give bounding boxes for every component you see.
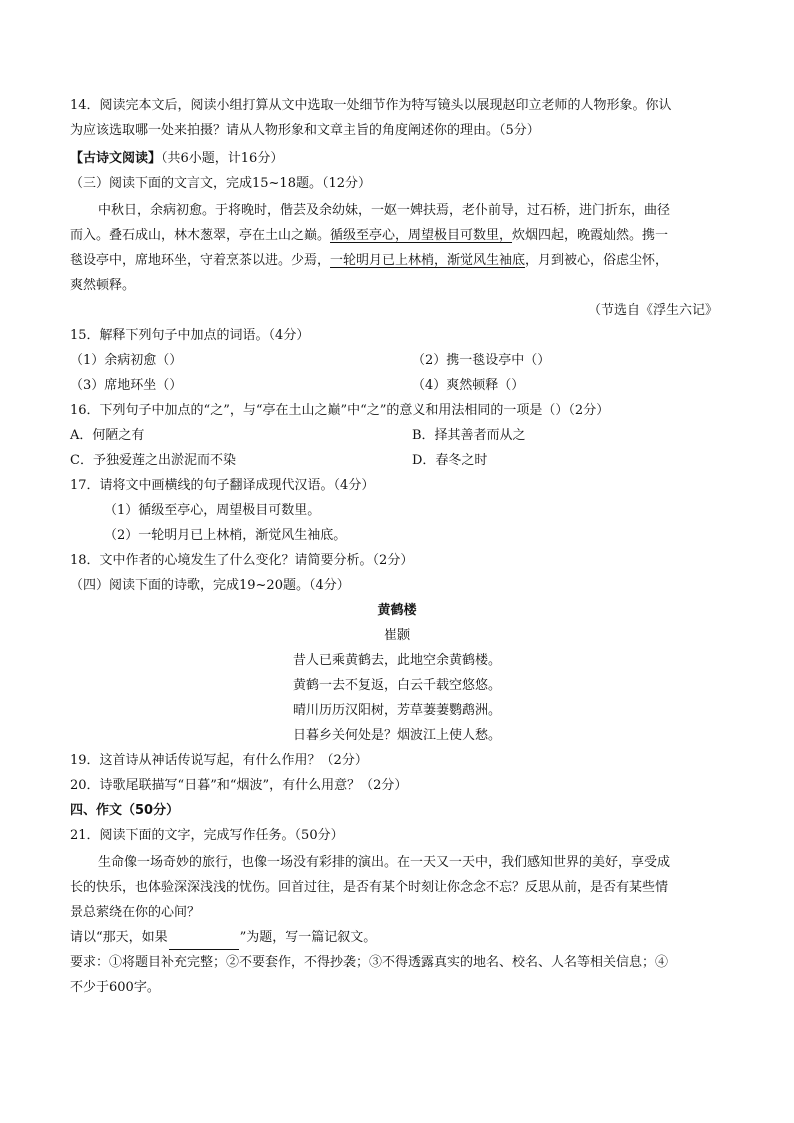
poem-author: 崔颢 <box>383 628 410 643</box>
q15-item3: （3）席地环坐（） <box>70 378 183 393</box>
section-gushiwen-note: （共6小题，计16分） <box>161 151 284 166</box>
q21-requirements-line1: 要求：①将题目补充完整；②不要套作，不得抄袭；③不得透露真实的地名、校名、人名等相关信息；④ <box>70 955 669 970</box>
q14-line1: 14．阅读完本文后，阅读小组打算从文中选取一处细节作为特写镜头以展现赵印立老师的人物形象。你认 <box>70 98 672 113</box>
poem-line1: 昔人已乘黄鹤去，此地空余黄鹤楼。 <box>292 653 501 668</box>
q16-option-a: A．何陋之有 <box>70 428 145 443</box>
q16-option-d: D．春冬之时 <box>412 453 488 468</box>
passage-line3 <box>70 248 720 273</box>
poem-line3: 晴川历历汉阳树，芳草萋萋鹦鹉洲。 <box>292 703 501 718</box>
section-zuowen-title: 四、作文（50分） <box>70 803 180 818</box>
q21-requirements-line2: 不少于600字。 <box>70 980 160 995</box>
q15-item2: （2）携一毯设亭中（） <box>412 353 551 368</box>
q21-prompt-a: 请以“那天，如果 <box>70 930 168 945</box>
passage-line1: 中秋日，余病初愈。于将晚时，偕芸及余幼妹，一妪一婢扶焉，老仆前导，过石桥，进门折东，曲径 <box>98 203 671 218</box>
q21-prompt <box>70 925 720 950</box>
q16-option-c: C．予独爱莲之出淤泥而不染 <box>70 453 236 468</box>
q15-item1: （1）余病初愈（） <box>70 353 183 368</box>
passage-underlined-sentence1: 循级至亭心，周望极目可数里， <box>330 228 513 243</box>
q21-paragraph-line2: 长的快乐，也体验深深浅浅的忧伤。回首过往，是否有某个时刻让你念念不忘？反思从前，是否有某些情 <box>70 880 669 895</box>
poem-line4: 日暮乡关何处是？烟波江上使人愁。 <box>292 728 501 743</box>
title-blank[interactable] <box>169 935 239 950</box>
q17-sentence1: （1）循级至亭心，周望极目可数里。 <box>104 503 321 518</box>
q20-title: 20．诗歌尾联描写“日暮”和“烟波”，有什么用意？（2分） <box>70 778 408 793</box>
q18-title: 18．文中作者的心境发生了什么变化？请简要分析。（2分） <box>70 553 414 568</box>
poem-line2: 黄鹤一去不复返，白云千载空悠悠。 <box>292 678 501 693</box>
q15-item4: （4）爽然顿释（） <box>412 378 525 393</box>
passage-underlined-sentence2: 一轮明月已上林梢，渐觉风生袖底 <box>330 253 526 268</box>
q16-option-b: B．择其善者而从之 <box>412 428 526 443</box>
passage-line2-b: 炊烟四起，晚霞灿然。携一 <box>512 228 669 243</box>
q19-title: 19．这首诗从神话传说写起，有什么作用？（2分） <box>70 753 368 768</box>
q16-title: 16．下列句子中加点的“之”，与“亭在土山之巅”中“之”的意义和用法相同的一项是（）（2分） <box>70 403 610 418</box>
q21-title: 21．阅读下面的文字，完成写作任务。（50分） <box>70 828 344 843</box>
section-gushiwen-header <box>70 146 720 171</box>
passage-line3-a: 毯设亭中，席地环坐，守着烹茶以进。少焉， <box>70 253 331 268</box>
passage-source: （节选自《浮生六记》 <box>587 303 718 318</box>
q21-paragraph-line3: 景总萦绕在你的心间？ <box>70 905 201 920</box>
passage-line2-a: 而入。叠石成山，林木葱翠，亭在土山之巅。 <box>70 228 331 243</box>
passage-line4: 爽然顿释。 <box>70 278 136 293</box>
passage-line2 <box>70 223 720 248</box>
part3-instruction: （三）阅读下面的文言文，完成15~18题。（12分） <box>70 176 372 191</box>
q21-paragraph-line1: 生命像一场奇妙的旅行，也像一场没有彩排的演出。在一天又一天中，我们感知世界的美好，享受成 <box>98 855 671 870</box>
section-gushiwen-title: 【古诗文阅读】 <box>70 151 162 166</box>
q17-title: 17．请将文中画横线的句子翻译成现代汉语。（4分） <box>70 478 375 493</box>
q17-sentence2: （2）一轮明月已上林梢，渐觉风生袖底。 <box>104 528 347 543</box>
passage-line3-b: ，月到被心，俗虑尘怀， <box>525 253 669 268</box>
q21-prompt-b: ”为题，写一篇记叙文。 <box>239 930 377 945</box>
poem-title: 黄鹤楼 <box>377 603 417 618</box>
part4-instruction: （四）阅读下面的诗歌，完成19~20题。（4分） <box>70 578 350 593</box>
q15-title: 15．解释下列句子中加点的词语。（4分） <box>70 328 310 343</box>
q14-line2: 为应该选取哪一处来拍摄？请从人物形象和文章主旨的角度阐述你的理由。（5分） <box>70 123 540 138</box>
